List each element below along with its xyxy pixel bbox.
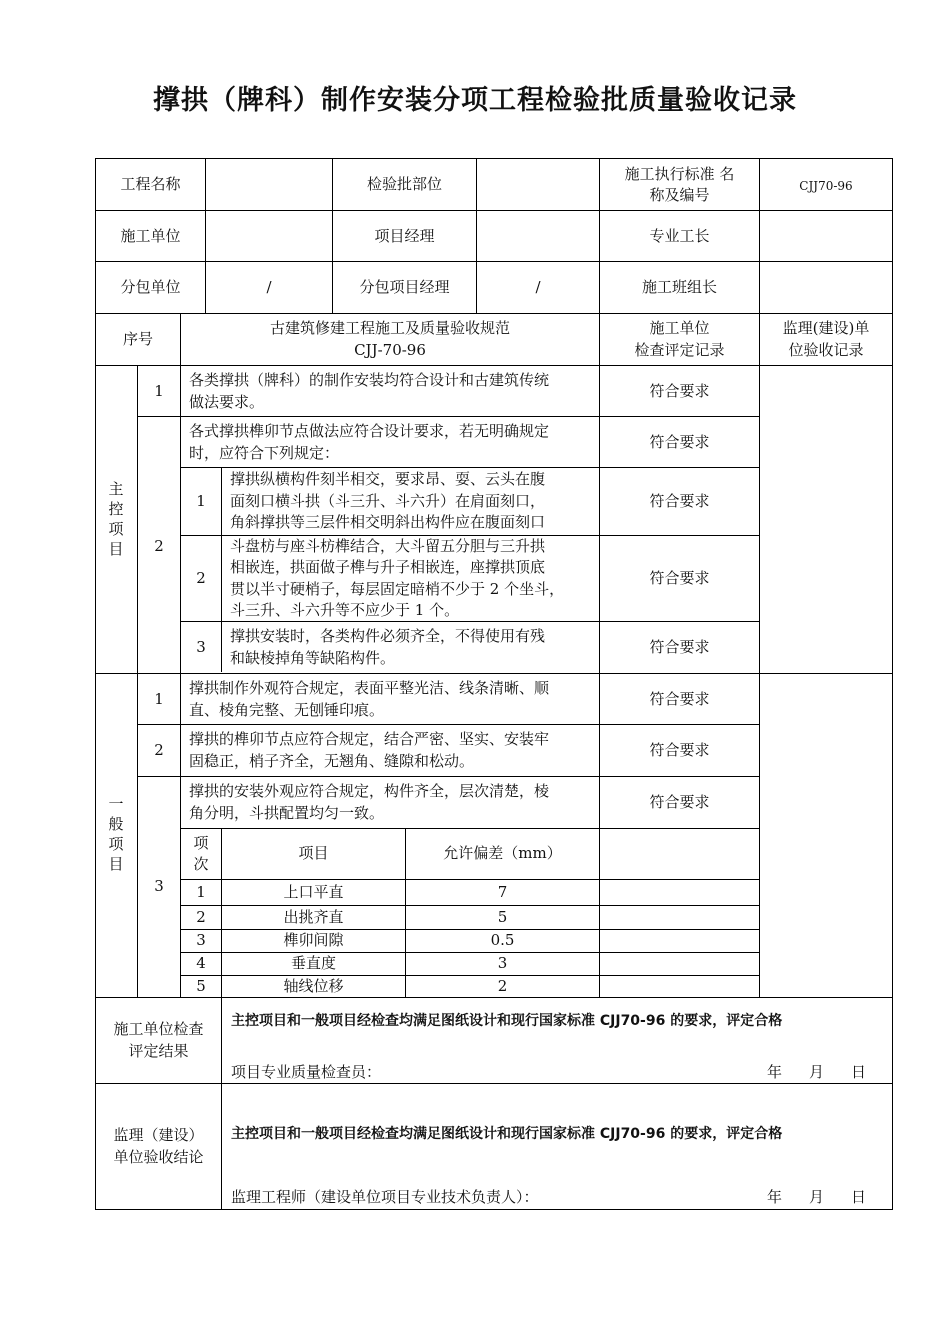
date-month: 月	[809, 1063, 825, 1081]
supervision-result-label: 监理（建设）	[113, 1126, 204, 1144]
subcontract-manager-label: 分包项目经理	[359, 278, 450, 296]
grid-line	[180, 467, 759, 468]
subitem-number: 3	[196, 638, 206, 656]
item-text: 斗盘枋与座斗枋榫结合，大斗留五分胆与三升拱	[230, 537, 546, 555]
item-text: 各类撑拱（牌科）的制作安装均符合设计和古建筑传统	[189, 371, 550, 389]
grid-line	[180, 879, 759, 880]
construction-unit-label: 施工单位	[120, 227, 181, 245]
check-result: 符合要求	[649, 433, 710, 451]
item-text: 时，应符合下列规定：	[189, 444, 340, 462]
subitem-number: 2	[196, 569, 206, 587]
tolerance-item-header: 项目	[298, 844, 329, 862]
item-text: 做法要求。	[189, 393, 265, 411]
grid-line	[599, 366, 600, 997]
check-result: 符合要求	[649, 638, 710, 656]
check-result: 符合要求	[649, 492, 710, 510]
item-number: 2	[154, 537, 164, 555]
date-year: 年	[767, 1063, 783, 1081]
grid-line	[95, 1083, 893, 1084]
team-leader-label: 施工班组长	[641, 278, 717, 296]
item-text: 角斜撑拱等三层件相交明斜出构件应在腹面刻口	[230, 513, 546, 531]
tolerance-row-item: 垂直度	[290, 954, 336, 972]
item-text: 撑拱安装时，各类构件必须齐全，不得使用有残	[230, 627, 546, 645]
item-text: 贯以半寸硬梢子，每层固定暗梢不少于 2 个坐斗，	[230, 580, 565, 598]
date-year: 年	[767, 1188, 783, 1206]
grid-line	[95, 313, 893, 314]
item-text: 和缺棱掉角等缺陷构件。	[230, 649, 396, 667]
construction-result-label: 评定结果	[128, 1042, 189, 1060]
tolerance-row-no: 4	[196, 954, 206, 972]
date-day: 日	[851, 1063, 867, 1081]
page-title: 撑拱（牌科）制作安装分项工程检验批质量验收记录	[153, 85, 797, 116]
column-spec: 古建筑修建工程施工及质量验收规范	[269, 319, 510, 337]
tolerance-row-value: 5	[497, 908, 508, 926]
subitem-number: 1	[196, 492, 206, 510]
construction-signer: 项目专业质量检查员：	[231, 1063, 382, 1081]
inspection-part-label: 检验批部位	[366, 175, 442, 193]
item-number: 1	[154, 690, 164, 708]
check-result: 符合要求	[649, 741, 710, 759]
tolerance-value-header: 允许偏差（mm）	[443, 844, 562, 862]
standard-label: 施工执行标准 名	[624, 165, 735, 183]
foreman-label: 专业工长	[649, 227, 710, 245]
item-text: 撑拱制作外观符合规定，表面平整光洁、线条清晰、顺	[189, 679, 550, 697]
tolerance-row-value: 3	[497, 954, 508, 972]
item-text: 相嵌连，拱面做子榫与升子相嵌连，座撑拱顶底	[230, 558, 546, 576]
tolerance-row-item: 出挑齐直	[283, 908, 344, 926]
grid-line	[137, 416, 759, 417]
project-name-label: 工程名称	[120, 175, 181, 193]
item-text: 固稳正，梢子齐全，无翘角、缝隙和松动。	[189, 752, 475, 770]
grid-line	[180, 828, 759, 829]
item-number: 2	[154, 741, 164, 759]
supervision-result-label: 单位验收结论	[113, 1148, 204, 1166]
standard-value: CJJ70-96	[799, 179, 853, 193]
subcontract-manager-value: /	[535, 278, 541, 296]
grid-line	[759, 366, 760, 997]
column-accept: 位验收记录	[788, 341, 864, 359]
check-result: 符合要求	[649, 382, 710, 400]
grid-line	[180, 621, 759, 622]
tolerance-row-value: 2	[497, 977, 508, 995]
check-result: 符合要求	[649, 793, 710, 811]
tolerance-row-item: 榫卯间隙	[283, 931, 344, 949]
construction-result-text: 主控项目和一般项目经检查均满足图纸设计和现行国家标准 CJJ70-96 的要求，评定合格	[231, 1013, 783, 1029]
date-day: 日	[851, 1188, 867, 1206]
general-label: 一般项目	[108, 795, 124, 873]
project-manager-label: 项目经理	[374, 227, 435, 245]
grid-line	[221, 467, 222, 672]
column-seq: 序号	[122, 330, 153, 348]
column-check: 施工单位	[649, 319, 710, 337]
column-accept: 监理(建设)单	[782, 319, 870, 337]
item-text: 撑拱的安装外观应符合规定，构件齐全，层次清楚，棱	[189, 782, 550, 800]
grid-line	[95, 210, 893, 211]
tolerance-row-no: 1	[196, 883, 206, 901]
item-text: 面刻口横斗拱（斗三升、斗六升）在肩面刻口，	[230, 492, 546, 510]
check-result: 符合要求	[649, 569, 710, 587]
item-text: 直、棱角完整、无刨锤印痕。	[189, 701, 385, 719]
subcontract-unit-value: /	[266, 278, 272, 296]
supervision-signer: 监理工程师（建设单位项目专业技术负责人）：	[231, 1188, 539, 1206]
item-text: 斗三升、斗六升等不应少于 1 个。	[230, 601, 460, 619]
column-spec: CJJ-70-96	[354, 341, 426, 359]
main-control-label: 主控项目	[108, 480, 124, 558]
construction-result-label: 施工单位检查	[113, 1020, 204, 1038]
grid-line	[180, 905, 759, 906]
tolerance-row-value: 7	[497, 883, 508, 901]
tolerance-row-value: 0.5	[490, 931, 515, 949]
item-text: 角分明，斗拱配置均匀一致。	[189, 804, 385, 822]
grid-line	[95, 997, 893, 998]
date-month: 月	[809, 1188, 825, 1206]
item-text: 撑拱纵横构件刻半相交，要求昂、耍、云头在腹	[230, 470, 546, 488]
tolerance-row-item: 轴线位移	[283, 977, 344, 995]
tolerance-row-no: 3	[196, 931, 206, 949]
tolerance-row-item: 上口平直	[283, 883, 344, 901]
supervision-result-text: 主控项目和一般项目经检查均满足图纸设计和现行国家标准 CJJ70-96 的要求，评定合格	[231, 1126, 783, 1142]
grid-line	[95, 261, 893, 262]
tolerance-row-no: 5	[196, 977, 206, 995]
grid-line	[221, 997, 222, 1209]
tolerance-seq-header: 项	[193, 834, 209, 852]
grid-line	[137, 366, 138, 997]
column-check: 检查评定记录	[634, 341, 725, 359]
item-number: 1	[154, 382, 164, 400]
item-number: 3	[154, 877, 164, 895]
grid-line	[95, 673, 893, 674]
tolerance-seq-header: 次	[193, 855, 209, 873]
item-text: 撑拱的榫卯节点应符合规定，结合严密、坚实、安装牢	[189, 730, 550, 748]
item-text: 各式撑拱榫卯节点做法应符合设计要求，若无明确规定	[189, 422, 550, 440]
grid-line	[95, 1209, 893, 1210]
subcontract-unit-label: 分包单位	[120, 278, 181, 296]
grid-line	[137, 776, 759, 777]
grid-line	[137, 724, 759, 725]
check-result: 符合要求	[649, 690, 710, 708]
tolerance-row-no: 2	[196, 908, 206, 926]
standard-label: 称及编号	[649, 186, 710, 204]
